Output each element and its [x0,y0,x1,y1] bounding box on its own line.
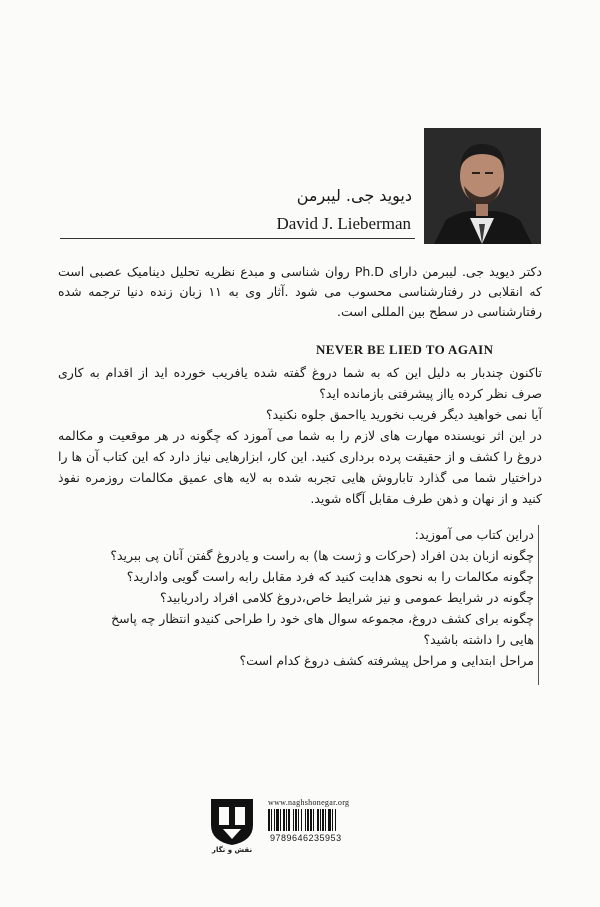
learn-item: چگونه مکالمات را به نحوی هدایت کنید که فرد مقابل رابه راست گویی وادارید؟ [126,569,534,584]
publisher-website: www.naghshonegar.org [268,798,350,807]
learn-item: چگونه برای کشف دروغ، مجموعه سوال های خود را طراحی کنیدو انتظار چه پاسخ هایی را داشته باشید؟ [111,611,534,647]
divider-line [60,238,415,239]
author-bio: دکتر دیوید جی. لیبرمن دارای Ph.D روان شناسی و مبدع نظریه تحلیل دینامیک عصبی است که انقلابی در رفتارشناسی محسوب می شود .آثار وی به ۱۱ زبان زنده دنیا ترجمه شده رفتارشناسی در سطح بین المللی است. [58,264,543,319]
isbn-number: 9789646235953 [270,833,342,843]
learn-section-border [538,525,539,685]
learn-item: چگونه ازبان بدن افراد (حرکات و ژست ها) به راست و یادروغ گفتن آنان پی ببرید؟ [110,548,534,563]
author-name-persian: دیوید جی. لیبرمن [296,186,412,205]
author-photo-icon [424,128,541,244]
publisher-logo-text: نقش و نگار [211,846,253,854]
book-intro [58,362,542,509]
learn-heading: دراین کتاب می آموزید: [414,527,534,542]
learn-item: مراحل ابتدایی و مراحل پیشرفته کشف دروغ کدام است؟ [239,653,534,668]
book-title-english: NEVER BE LIED TO AGAIN [316,342,494,357]
learn-item: چگونه در شرایط عمومی و نیز شرایط خاص،دروغ کلامی افراد رادریابید؟ [160,590,534,605]
learn-section [96,524,534,671]
publisher-logo-icon [207,795,257,853]
intro-paragraph: آیا نمی خواهید دیگر فریب نخورید یااحمق جلوه نکنید؟ [266,407,542,422]
intro-paragraph: تاکنون چندبار به دلیل این که به شما دروغ گفته شده یافریب خورده اید از اقدام به کاری صرف نظر کرده یااز پیشرفتی بازمانده اید؟ [58,365,542,401]
author-portrait [424,128,541,244]
author-name-english: David J. Lieberman [276,214,411,233]
intro-paragraph: در این اثر نویسنده مهارت های لازم را به شما می آموزد که چگونه در هر موقعیت و مکالمه دروغ را کشف و از حقیقت پرده برداری کنید. این کار، ابزارهایی نیاز دارد که این کتاب آن ها را دراختیار شما می گذارد تاباروش هایی تجربه شده به لایه های عمیق مکالمات روزمره نفوذ کنید و از نهان و ذهن طرف مقابل آگاه شوید. [58,428,542,506]
